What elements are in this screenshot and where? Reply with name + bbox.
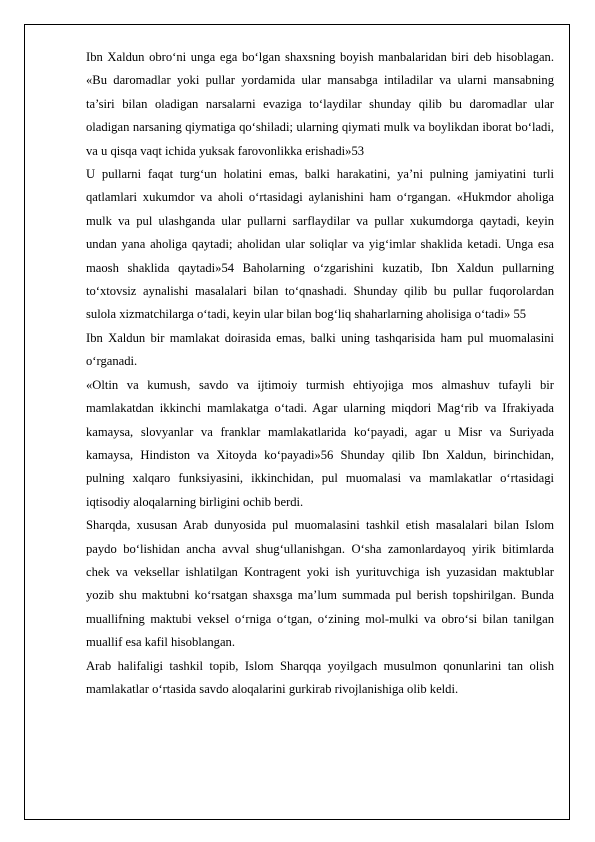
paragraph-money-circulation: U pullarni faqat turg‘un holatini emas, balki harakatini, ya’ni pulning jamiyatini turli qatlamlari xukumdor va aholi o‘rtasidagi aylanishini ham o‘rgangan. «Hukmdor aholiga mulk va pul ulashganda ular pullarni sarflaydilar va pullar xukumdorga qaytadi, keyin undan yana aholiga qaytadi; aholidan ular soliqlar va yig‘imlar shaklida ketadi. Unga esa maosh shaklida qaytadi»54 Baholarning o‘zgarishini kuzatib, Ibn Xaldun pullarning to‘xtovsiz aynalishi masalalari bilan to‘qnashadi. Shunday qilib bu pullar fuqorolardan sulola xizmatchilarga o‘tadi, keyin ular bilan bog‘liq shaharlarning aholisiga o‘tadi» 55 bbox=[86, 167, 554, 322]
document-body bbox=[86, 46, 554, 701]
paragraph-east-arab-world: Sharqda, xususan Arab dunyosida pul muomalasini tashkil etish masalalari bilan Islom paydo bo‘lishidan ancha avval shug‘ullanishgan. O‘sha zamonlardayoq yirik bitimlarda chek va veksellar ishlatilgan Kontragent yoki ish yurituvchiga ish yuzasidan maktublar yozib shu maktubni ko‘rsatgan shaxsga ma’lum summada pul berish topshirilgan. Bunda muallifning maktubi veksel o‘rniga o‘tgan, o‘zining mol-mulki va obro‘si bilan tanilgan muallif esa kafil hisoblangan. bbox=[86, 518, 554, 650]
paragraph-wealth-sources: Ibn Xaldun obro‘ni unga ega bo‘lgan shaxsning boyish manbalaridan biri deb hisoblagan. «Bu daromadlar yoki pullar yordamida ular mansabga intiladilar va ularni mansabning ta’siri bilan oladigan narsalarni evaziga to‘laydilar shunday qilib bu daromadlar ular oladigan narsaning qiymatiga qo‘shiladi; ularning qiymati mulk va boylikdan iborat bo‘ladi, va u qisqa vaqt ichida yuksak farovonlikka erishadi»53 bbox=[86, 50, 554, 158]
paragraph-gold-silver: «Oltin va kumush, savdo va ijtimoiy turmish ehtiyojiga mos almashuv tufayli bir mamlakatdan ikkinchi mamlakatga o‘tadi. Agar ularning miqdori Mag‘rib va Ifrakiyada kamaysa, slovyanlar va franklar mamlakatlarida ko‘payadi, agar u Misr va Suriyada kamaysa, Hindiston va Xitoyda ko‘payadi»56 Shunday qilib Ibn Xaldun, birinchidan, pulning xalqaro funksiyasini, ikkinchidan, pul muomalasi va mamlakatlar o‘rtasidagi iqtisodiy aloqalarning birligini ochib berdi. bbox=[86, 377, 554, 509]
paragraph-beyond-country: Ibn Xaldun bir mamlakat doirasida emas, balki uning tashqarisida ham pul muomalasini o‘rganadi. bbox=[86, 330, 554, 369]
paragraph-arab-caliphate: Arab halifaligi tashkil topib, Islom Sharqqa yoyilgach musulmon qonunlarini tan olish mamlakatlar o‘rtasida savdo aloqalarini gurkirab rivojlanishiga olib keldi. bbox=[86, 658, 554, 696]
